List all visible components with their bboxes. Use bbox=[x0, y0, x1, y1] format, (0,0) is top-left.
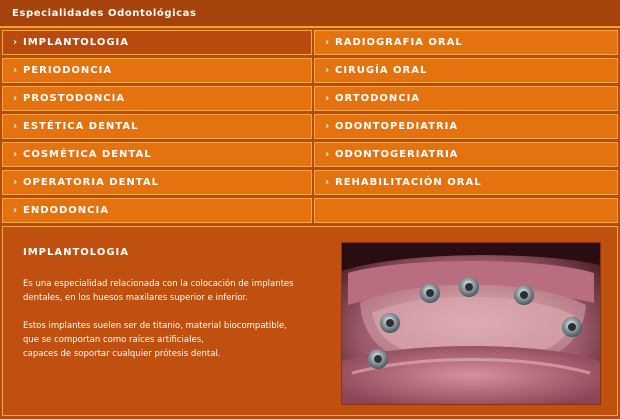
detail-line: capaces de soportar cualquier prótesis dental. bbox=[23, 349, 221, 359]
chevron-right-icon: › bbox=[13, 93, 19, 104]
menu-item-implantologia[interactable] bbox=[2, 30, 312, 55]
menu-item-label: IMPLANTOLOGIA bbox=[23, 37, 129, 48]
menu-item-cosmetica-dental[interactable] bbox=[2, 142, 312, 167]
menu-item-label: CIRUGÍA ORAL bbox=[335, 65, 428, 76]
chevron-right-icon: › bbox=[325, 65, 331, 76]
detail-title: IMPLANTOLOGIA bbox=[23, 247, 129, 258]
detail-paragraph-2 bbox=[23, 319, 343, 361]
chevron-right-icon: › bbox=[325, 93, 331, 104]
chevron-right-icon: › bbox=[325, 37, 331, 48]
menu-item-cirugia-oral[interactable] bbox=[314, 58, 618, 83]
menu-item-periodoncia[interactable] bbox=[2, 58, 312, 83]
chevron-right-icon: › bbox=[13, 65, 19, 76]
detail-line: dentales, en los huesos maxilares superior e inferior. bbox=[23, 293, 248, 303]
menu-empty-cell bbox=[314, 198, 618, 223]
menu-item-label: OPERATORIA DENTAL bbox=[23, 177, 159, 188]
menu-item-label: RADIOGRAFIA ORAL bbox=[335, 37, 463, 48]
menu-item-label: ORTODONCIA bbox=[335, 93, 421, 104]
menu-item-label: REHABILITACIÓN ORAL bbox=[335, 177, 482, 188]
chevron-right-icon: › bbox=[13, 149, 19, 160]
menu-item-estetica-dental[interactable] bbox=[2, 114, 312, 139]
menu-item-label: ESTÉTICA DENTAL bbox=[23, 121, 139, 132]
menu-item-label: ENDODONCIA bbox=[23, 205, 109, 216]
detail-paragraph-1 bbox=[23, 277, 343, 305]
header-bar bbox=[0, 0, 620, 28]
menu-item-odontopediatria[interactable] bbox=[314, 114, 618, 139]
menu-item-operatoria-dental[interactable] bbox=[2, 170, 312, 195]
menu-item-odontogeriatria[interactable] bbox=[314, 142, 618, 167]
detail-line: que se comportan como raíces artificiales, bbox=[23, 335, 204, 345]
chevron-right-icon: › bbox=[325, 121, 331, 132]
menu-item-ortodoncia[interactable] bbox=[314, 86, 618, 111]
chevron-right-icon: › bbox=[13, 121, 19, 132]
detail-line: Estos implantes suelen ser de titanio, material biocompatible, bbox=[23, 321, 287, 331]
chevron-right-icon: › bbox=[13, 177, 19, 188]
detail-line: Es una especialidad relacionada con la colocación de implantes bbox=[23, 279, 294, 289]
menu-item-prostodoncia[interactable] bbox=[2, 86, 312, 111]
menu-item-label: PROSTODONCIA bbox=[23, 93, 126, 104]
chevron-right-icon: › bbox=[325, 177, 331, 188]
menu-item-rehabilitacion-oral[interactable] bbox=[314, 170, 618, 195]
chevron-right-icon: › bbox=[13, 205, 19, 216]
menu-item-label: COSMÉTICA DENTAL bbox=[23, 149, 152, 160]
menu-item-endodoncia[interactable] bbox=[2, 198, 312, 223]
menu-item-label: ODONTOGERIATRIA bbox=[335, 149, 459, 160]
menu-item-label: PERIODONCIA bbox=[23, 65, 113, 76]
detail-panel bbox=[2, 226, 618, 416]
chevron-right-icon: › bbox=[325, 149, 331, 160]
dental-implants-photo bbox=[341, 242, 601, 405]
menu-item-label: ODONTOPEDIATRIA bbox=[335, 121, 459, 132]
menu-item-radiografia-oral[interactable] bbox=[314, 30, 618, 55]
page-title: Especialidades Odontológicas bbox=[12, 8, 197, 19]
chevron-right-icon: › bbox=[13, 37, 19, 48]
